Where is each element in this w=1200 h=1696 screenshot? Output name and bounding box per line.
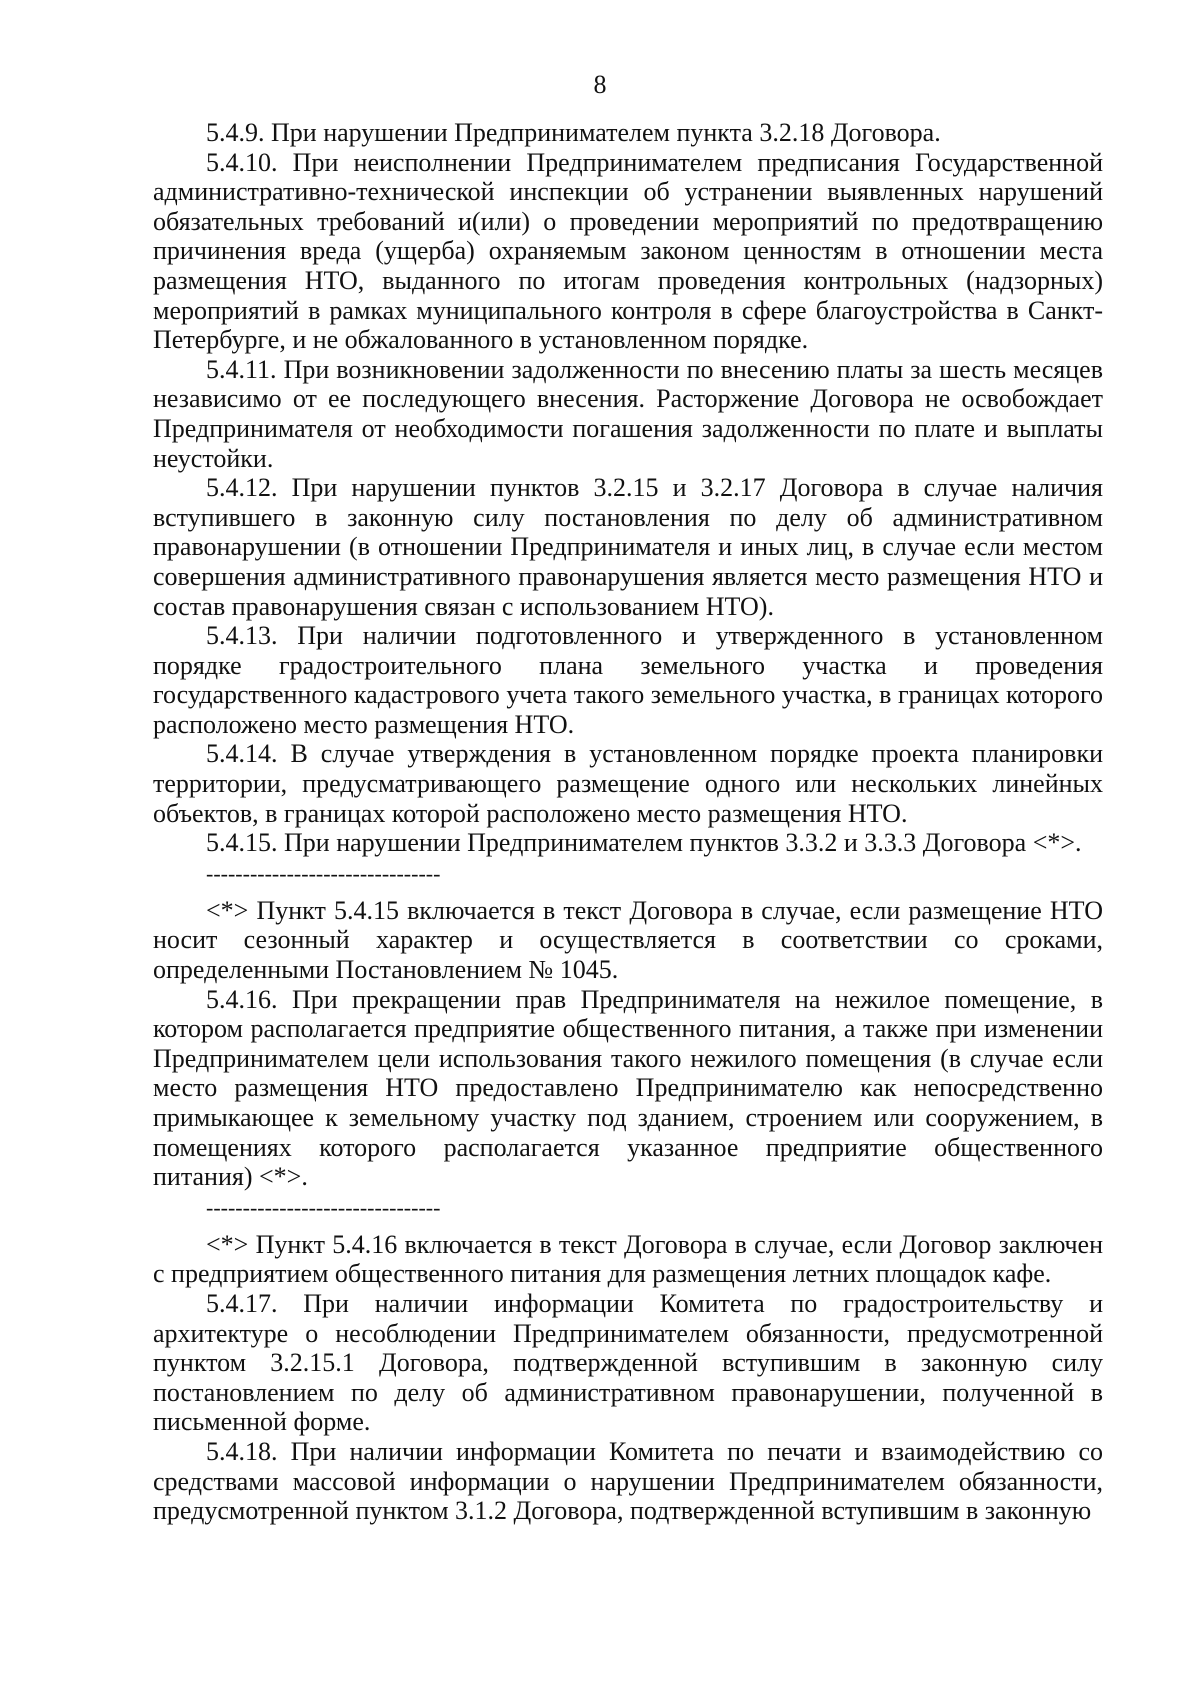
document-body [153,118,1103,1526]
footnote-5-4-16: <*> Пункт 5.4.16 включается в текст Договора в случае, если Договор заключен с предприятием общественного питания для размещения летних площадок кафе. [153,1229,1103,1289]
clause-5-4-15: 5.4.15. При нарушении Предпринимателем пунктов 3.3.2 и 3.3.3 Договора <*>. [206,828,1082,858]
page-number: 8 [593,70,607,99]
clause-5-4-11: 5.4.11. При возникновении задолженности по внесению платы за шесть месяцев независимо от ее последующего внесения. Расторжение Договора не освобождает Предпринимателя от необходимости погашения задолженности по плате и выплаты неустойки. [153,354,1103,473]
footnote-5-4-15: <*> Пункт 5.4.15 включается в текст Договора в случае, если размещение НТО носит сезонный характер и осуществляется в соответствии со сроками, определенными Постановлением № 1045. [153,895,1103,985]
clause-5-4-9: 5.4.9. При нарушении Предпринимателем пункта 3.2.18 Договора. [206,118,941,147]
clause-5-4-14: 5.4.14. В случае утверждения в установленном порядке проекта планировки территории, предусматривающего размещение одного или нескольких линейных объектов, в границах которой расположено место размещения НТО. [153,739,1103,828]
clause-5-4-18: 5.4.18. При наличии информации Комитета по печати и взаимодействию со средствами массовой информации о нарушении Предпринимателем обязанности, предусмотренной пунктом 3.1.2 Договора, подтвержденной вступившим в законную [153,1436,1103,1526]
clause-5-4-12: 5.4.12. При нарушении пунктов 3.2.15 и 3.2.17 Договора в случае наличия вступившего в законную силу постановления по делу об административном правонарушении (в отношении Предпринимателя и иных лиц, в случае если местом совершения административного правонарушения является место размещения НТО и состав правонарушения связан с использованием НТО). [153,473,1103,621]
footnote-separator: -------------------------------- [206,1194,441,1220]
clause-5-4-16: 5.4.16. При прекращении прав Предпринимателя на нежилое помещение, в котором располагается предприятие общественного питания, а также при изменении Предпринимателем цели использования такого нежилого помещения (в случае если место размещения НТО предоставлено Предпринимателю как непосредственно примыкающее к земельному участку под зданием, строением или сооружением, в помещениях которого располагается указанное предприятие общественного питания) <*>. [153,984,1103,1192]
footnote-separator: -------------------------------- [206,860,441,886]
clause-5-4-10: 5.4.10. При неисполнении Предпринимателем предписания Государственной административно-технической инспекции об устранении выявленных нарушений обязательных требований и(или) о проведении мероприятий по предотвращению причинения вреда (ущерба) охраняемым законом ценностям в отношении места размещения НТО, выданного по итогам проведения контрольных (надзорных) мероприятий в рамках муниципального контроля в сфере благоустройства в Санкт-Петербурге, и не обжалованного в установленном порядке. [153,147,1103,355]
clause-5-4-13: 5.4.13. При наличии подготовленного и утвержденного в установленном порядке градостроительного плана земельного участка и проведения государственного кадастрового учета такого земельного участка, в границах которого расположено место размещения НТО. [153,621,1103,739]
clause-5-4-17: 5.4.17. При наличии информации Комитета по градостроительству и архитектуре о несоблюдении Предпринимателем обязанности, предусмотренной пунктом 3.2.15.1 Договора, подтвержденной вступившим в законную силу постановлением по делу об административном правонарушении, полученной в письменной форме. [153,1288,1103,1437]
